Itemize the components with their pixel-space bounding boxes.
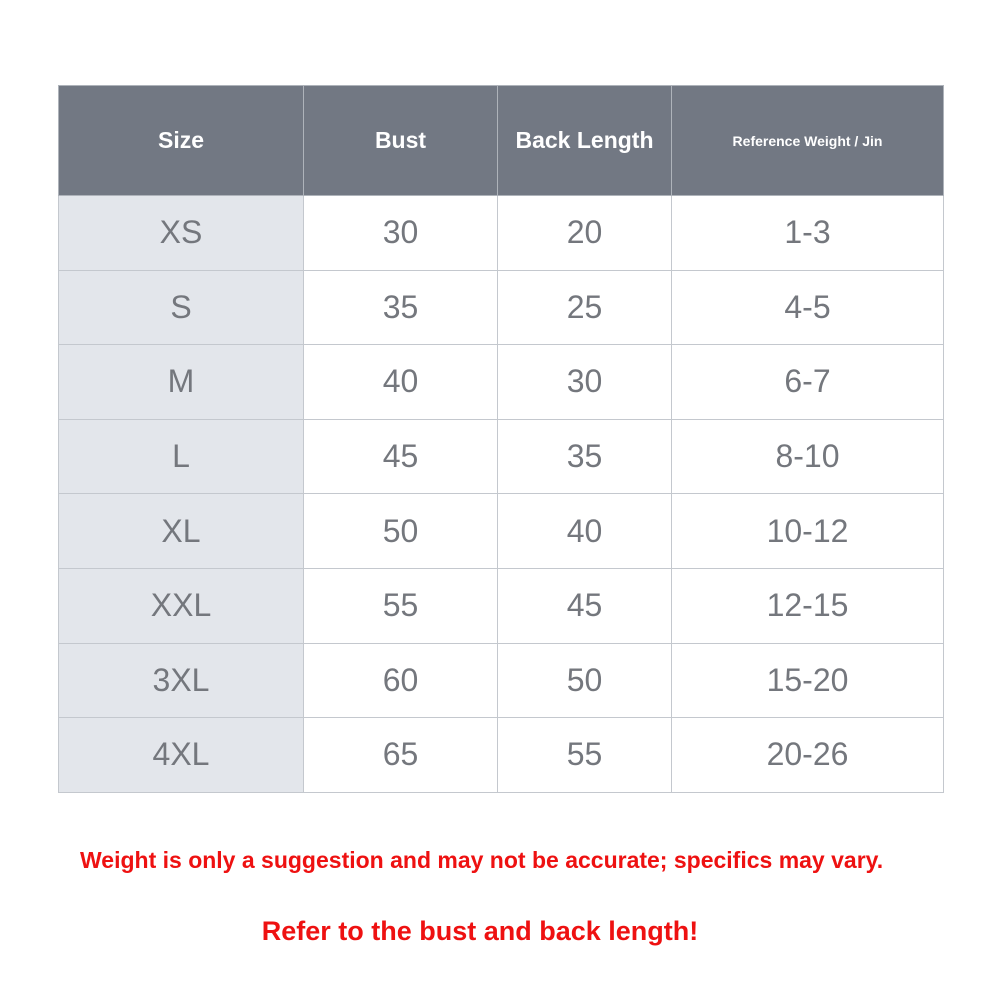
back-length-cell: 55: [498, 718, 672, 793]
weight-cell: 20-26: [672, 718, 944, 793]
weight-cell: 6-7: [672, 345, 944, 420]
size-cell: XXL: [59, 568, 304, 643]
back-length-cell: 50: [498, 643, 672, 718]
back-length-cell: 25: [498, 270, 672, 345]
weight-cell: 12-15: [672, 568, 944, 643]
header-reference-weight: Reference Weight / Jin: [672, 86, 944, 196]
measurement-reminder: Refer to the bust and back length!: [261, 916, 699, 946]
size-chart-table: [58, 85, 944, 793]
header-bust: Bust: [304, 86, 498, 196]
bust-cell: 40: [304, 345, 498, 420]
size-cell: 3XL: [59, 643, 304, 718]
bust-cell: 55: [304, 568, 498, 643]
size-cell: 4XL: [59, 718, 304, 793]
bust-cell: 30: [304, 196, 498, 271]
table-row: [59, 494, 944, 569]
bust-cell: 35: [304, 270, 498, 345]
size-cell: S: [59, 270, 304, 345]
weight-cell: 10-12: [672, 494, 944, 569]
back-length-cell: 35: [498, 419, 672, 494]
header-back-length: Back Length: [498, 86, 672, 196]
back-length-cell: 40: [498, 494, 672, 569]
back-length-cell: 30: [498, 345, 672, 420]
table-row: [59, 270, 944, 345]
size-cell: M: [59, 345, 304, 420]
table-row: [59, 643, 944, 718]
size-cell: XL: [59, 494, 304, 569]
weight-cell: 15-20: [672, 643, 944, 718]
table-row: [59, 345, 944, 420]
table-row: [59, 196, 944, 271]
size-cell: XS: [59, 196, 304, 271]
weight-cell: 4-5: [672, 270, 944, 345]
header-row: [59, 86, 944, 196]
bust-cell: 65: [304, 718, 498, 793]
table-header: [59, 86, 944, 196]
weight-cell: 8-10: [672, 419, 944, 494]
bust-cell: 60: [304, 643, 498, 718]
back-length-cell: 45: [498, 568, 672, 643]
table-row: [59, 419, 944, 494]
weight-disclaimer: Weight is only a suggestion and may not be accurate; specifics may vary.: [80, 847, 884, 873]
header-size: Size: [59, 86, 304, 196]
size-cell: L: [59, 419, 304, 494]
back-length-cell: 20: [498, 196, 672, 271]
weight-cell: 1-3: [672, 196, 944, 271]
bust-cell: 50: [304, 494, 498, 569]
table-body: [59, 196, 944, 793]
bust-cell: 45: [304, 419, 498, 494]
table-row: [59, 568, 944, 643]
table-row: [59, 718, 944, 793]
